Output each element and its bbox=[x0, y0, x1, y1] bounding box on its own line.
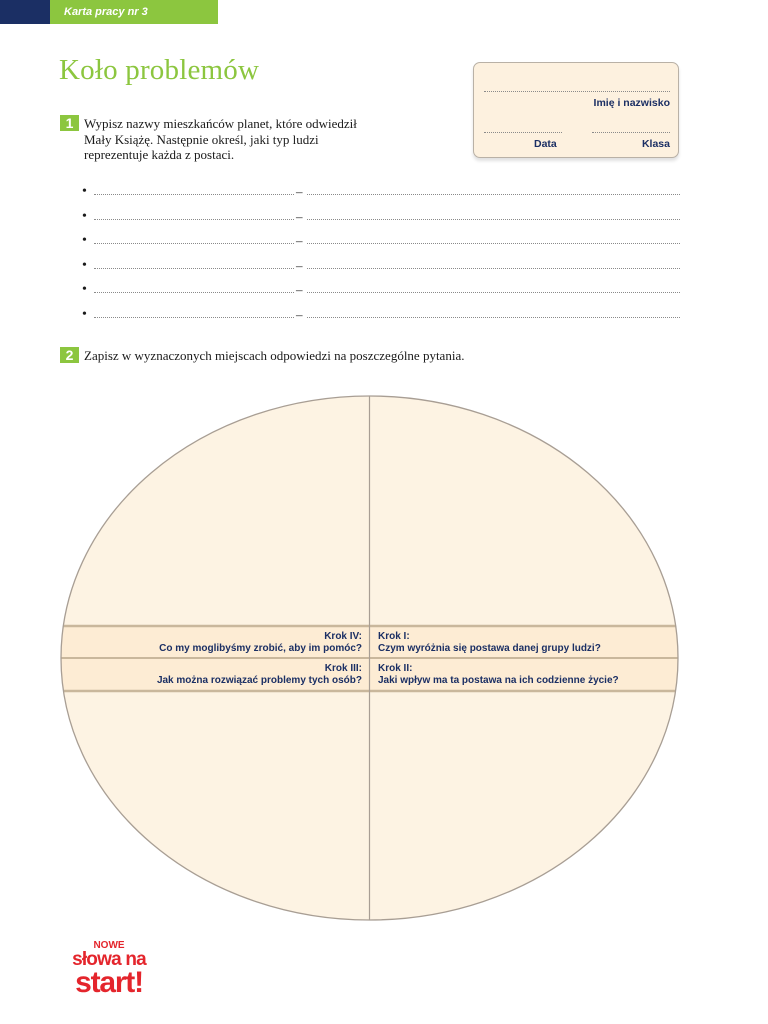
bullet: • bbox=[82, 282, 87, 297]
answer-area-step-3[interactable] bbox=[72, 696, 364, 914]
dash: – bbox=[296, 282, 303, 297]
logo-line-2: słowa na bbox=[72, 949, 146, 970]
task-1-line: Wypisz nazwy mieszkańców planet, które odwiedził bbox=[84, 116, 357, 131]
step-3-question: Jak można rozwiązać problemy tych osób? bbox=[156, 675, 362, 686]
worksheet-label: Karta pracy nr 3 bbox=[50, 0, 218, 24]
step-1-question: Czym wyróżnia się postawa danej grupy ludzi? bbox=[378, 643, 601, 654]
step-2-title: Krok II: bbox=[378, 663, 413, 674]
step-4-title: Krok IV: bbox=[324, 631, 362, 642]
page-title: Koło problemów bbox=[59, 54, 260, 86]
publisher-logo bbox=[64, 940, 154, 1002]
task-2-instructions: Zapisz w wyznaczonych miejscach odpowiedzi na poszczególne pytania. bbox=[84, 348, 465, 363]
class-label: Klasa bbox=[641, 138, 670, 150]
dash: – bbox=[296, 307, 303, 322]
task-1-number-badge: 1 bbox=[60, 115, 79, 131]
bullet: • bbox=[82, 258, 87, 273]
dash: – bbox=[296, 209, 303, 224]
task-1-line: Mały Książę. Następnie określ, jaki typ ludzi bbox=[84, 131, 319, 147]
logo-line-1: NOWE bbox=[93, 940, 125, 951]
step-4-question: Co my moglibyśmy zrobić, aby im pomóc? bbox=[159, 643, 362, 654]
logo-line-3: start! bbox=[75, 966, 143, 999]
step-1-title: Krok I: bbox=[378, 631, 410, 642]
dash: – bbox=[296, 233, 303, 248]
bullet: • bbox=[82, 307, 87, 322]
answer-area-step-4[interactable] bbox=[72, 400, 364, 622]
bullet: • bbox=[82, 209, 87, 224]
name-label: Imię i nazwisko bbox=[593, 97, 670, 109]
dash: – bbox=[296, 184, 303, 199]
bullet: • bbox=[82, 233, 87, 248]
date-label: Data bbox=[534, 138, 557, 150]
answer-area-step-2[interactable] bbox=[375, 696, 667, 914]
step-3-title: Krok III: bbox=[324, 663, 362, 674]
dash: – bbox=[296, 258, 303, 273]
step-2-question: Jaki wpływ ma ta postawa na ich codzienne życie? bbox=[378, 675, 619, 686]
answer-area-step-1[interactable] bbox=[375, 400, 667, 622]
bullet: • bbox=[82, 184, 87, 199]
task-2-number-badge: 2 bbox=[60, 347, 79, 363]
task-1-line: reprezentuje każda z postaci. bbox=[84, 147, 235, 162]
